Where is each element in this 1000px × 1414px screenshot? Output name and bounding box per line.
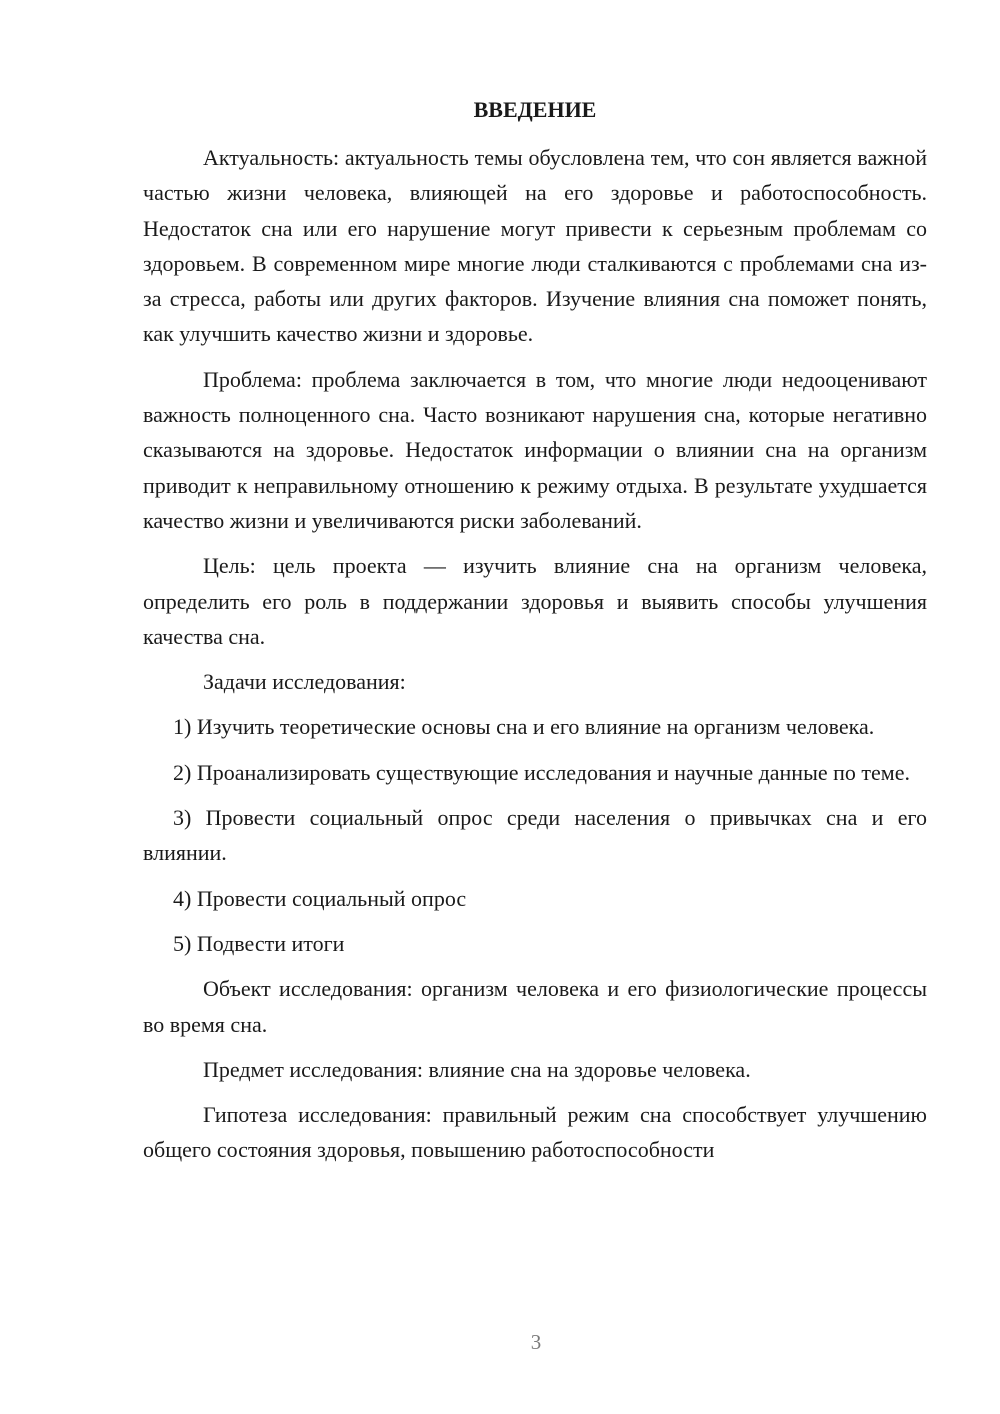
task-item: 5) Подвести итоги bbox=[173, 930, 345, 956]
subject-paragraph: Предмет исследования: влияние сна на здоровье человека. bbox=[203, 1056, 751, 1082]
task-item: 1) Изучить теоретические основы сна и его влияние на организм человека. bbox=[173, 714, 875, 740]
page-content bbox=[143, 92, 927, 1178]
tasks-list bbox=[143, 709, 927, 961]
problem-paragraph: Проблема: проблема заключается в том, что многие люди недооценивают важность полноценного сна. Часто возникают нарушения сна, которые негативно сказываются на здоровье. Недостаток информации о влиянии сна на организм приводит к неправильному отношению к режиму отдыха. В результате ухудшается качество жизни и увеличиваются риски заболеваний. bbox=[143, 366, 927, 533]
task-item: 4) Провести социальный опрос bbox=[173, 885, 467, 911]
tasks-title: Задачи исследования: bbox=[203, 669, 406, 695]
task-item: 2) Проанализировать существующие исследования и научные данные по теме. bbox=[173, 759, 910, 785]
relevance-paragraph: Актуальность: актуальность темы обусловлена тем, что сон является важной частью жизни человека, влияющей на его здоровье и работоспособность. Недостаток сна или его нарушение могут привести к серьезным проблемам со здоровьем. В современном мире многие люди сталкиваются с проблемами сна из-за стресса, работы или других факторов. Изучение влияния сна поможет понять, как улучшить качество жизни и здоровье. bbox=[143, 145, 927, 347]
hypothesis-paragraph: Гипотеза исследования: правильный режим сна способствует улучшению общего состояния здоровья, повышению работоспособности bbox=[143, 1102, 927, 1163]
task-item: 3) Провести социальный опрос среди населения о привычках сна и его влиянии. bbox=[143, 805, 927, 866]
object-paragraph: Объект исследования: организм человека и его физиологические процессы во время сна. bbox=[143, 976, 927, 1037]
goal-paragraph: Цель: цель проекта — изучить влияние сна на организм человека, определить его роль в поддержании здоровья и выявить способы улучшения качества сна. bbox=[143, 553, 927, 649]
page-heading: ВВЕДЕНИЕ bbox=[473, 97, 597, 122]
page-number: 3 bbox=[530, 1330, 542, 1354]
